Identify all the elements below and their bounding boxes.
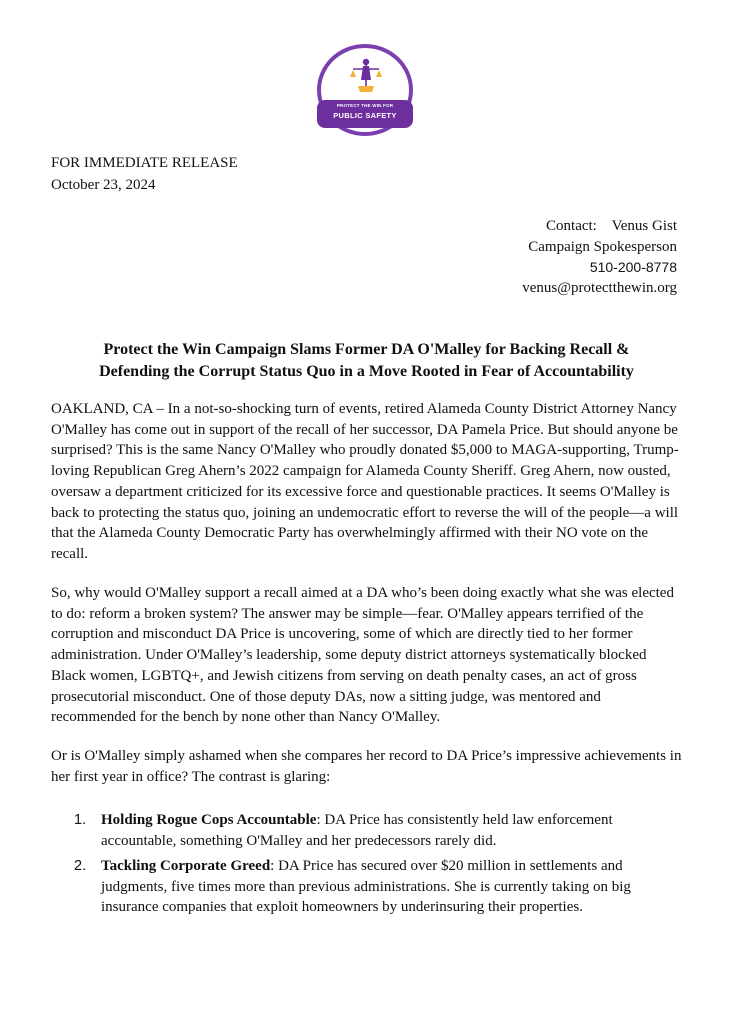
justice-scales-icon [348, 56, 384, 96]
contact-phone: 510-200-8778 [589, 259, 677, 275]
list-item-text: : DA Price has secured over $20 million in settlements and judgments, five times more than previous administrations. She is currently taking on big insurance companies that exploit homeowners by underinsuring their properties. [101, 858, 631, 915]
logo-title: PUBLIC SAFETY [333, 110, 397, 120]
list-item-text: : DA Price has consistently held law enforcement accountable, something O'Malley and her predecessors rarely did. [101, 812, 613, 849]
headline [51, 339, 682, 383]
list-item-title: Holding Rogue Cops Accountable [101, 812, 317, 828]
contact-email[interactable]: venus@protectthewin.org [522, 279, 677, 296]
achievements-list [74, 810, 674, 923]
list-item [74, 810, 674, 851]
logo-banner [317, 100, 413, 128]
list-item-title: Tackling Corporate Greed [101, 858, 271, 874]
list-number: 1. [74, 812, 87, 828]
release-label: FOR IMMEDIATE RELEASE [51, 155, 238, 171]
contact-role: Campaign Spokesperson [528, 238, 677, 255]
body-paragraph: OAKLAND, CA – In a not-so-shocking turn of events, retired Alameda County District Attorney Nancy O'Malley has come out in support of the recall of her successor, DA Pamela Price. But should anyone be surprised? This is the same Nancy O'Malley who proudly donated $5,000 to MAGA-supporting, Trump-loving Republican Greg Ahern’s 2022 campaign for Alameda County Sheriff. Greg Ahern, now ousted, oversaw a department criticized for its excessive force and questionable practices. It seems O'Malley is back to protecting the status quo, joining an undemocratic effort to reverse the will of the people—a will that the Alameda County Democratic Party has overwhelmingly affirmed with their NO vote on the recall. [51, 401, 679, 562]
logo-tagline: PROTECT THE WIN FOR [336, 103, 394, 108]
headline-line-1: Protect the Win Campaign Slams Former DA O'Malley for Backing Recall & [103, 341, 630, 358]
list-number: 2. [74, 858, 87, 874]
contact-name: Contact: Venus Gist [546, 218, 677, 234]
body-paragraph: So, why would O'Malley support a recall aimed at a DA who’s been doing exactly what she was elected to do: reform a broken system? The answer may be simple—fear. O'Malley appears terrified of the corruption and misconduct DA Price is uncovering, some of which are directly tied to her former administration. Under O'Malley’s leadership, some deputy district attorneys systematically blocked Black women, LGBTQ+, and Jewish citizens from serving on death penalty cases, an act of gross prosecutorial misconduct. One of those deputy DAs, now a sitting judge, was mentored and recommended for the bench by none other than Nancy O'Malley. [51, 585, 674, 726]
list-item [74, 856, 674, 918]
contact-block [417, 216, 677, 298]
body-paragraph: Or is O'Malley simply ashamed when she compares her record to DA Price’s impressive achievements in her first year in office? The contrast is glaring: [51, 748, 682, 785]
release-header [51, 152, 238, 196]
headline-line-2: Defending the Corrupt Status Quo in a Move Rooted in Fear of Accountability [99, 363, 634, 380]
campaign-logo [314, 44, 418, 134]
release-date: October 23, 2024 [51, 177, 156, 193]
